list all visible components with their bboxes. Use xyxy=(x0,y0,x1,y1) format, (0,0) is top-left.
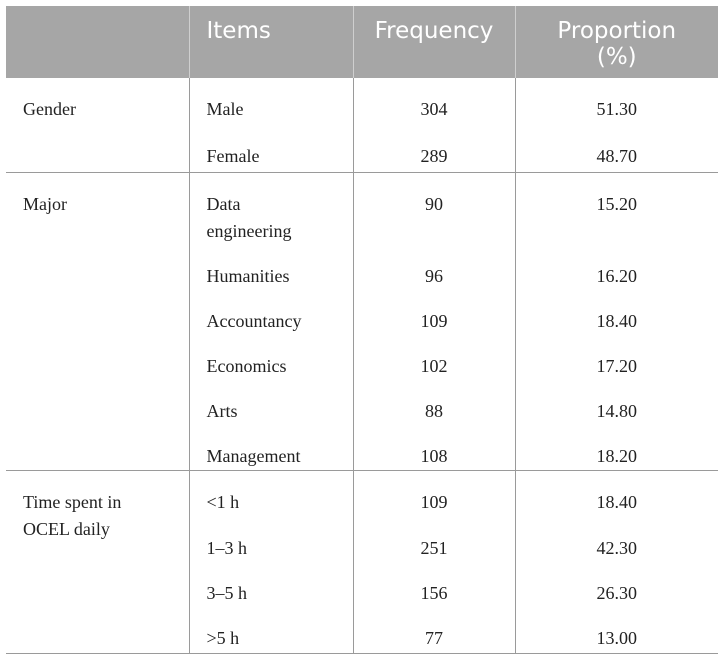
table-header xyxy=(6,6,718,78)
row-frequency: 90 xyxy=(353,172,515,245)
row-item: Management xyxy=(189,425,353,471)
row-proportion: 17.20 xyxy=(515,335,718,380)
group-label-time-spent: Time spent in OCEL daily xyxy=(6,471,189,654)
row-frequency: 289 xyxy=(353,125,515,172)
data-table-container xyxy=(6,6,718,654)
header-proportion: Proportion (%) xyxy=(515,6,718,78)
group-label-gender: Gender xyxy=(6,78,189,172)
row-item: Male xyxy=(189,78,353,125)
row-item: 1–3 h xyxy=(189,517,353,562)
row-proportion: 18.40 xyxy=(515,290,718,335)
row-frequency: 109 xyxy=(353,471,515,517)
row-item: Data engineering xyxy=(189,172,353,245)
demographics-table xyxy=(6,6,718,654)
table-row xyxy=(6,471,718,517)
row-proportion: 13.00 xyxy=(515,607,718,654)
row-frequency: 251 xyxy=(353,517,515,562)
group-label-major: Major xyxy=(6,172,189,471)
row-proportion: 48.70 xyxy=(515,125,718,172)
row-item: 3–5 h xyxy=(189,562,353,607)
header-frequency: Frequency xyxy=(353,6,515,78)
row-proportion: 18.40 xyxy=(515,471,718,517)
header-category xyxy=(6,6,189,78)
row-item: <1 h xyxy=(189,471,353,517)
row-proportion: 14.80 xyxy=(515,380,718,425)
row-item: Economics xyxy=(189,335,353,380)
header-items: Items xyxy=(189,6,353,78)
row-item: >5 h xyxy=(189,607,353,654)
row-proportion: 18.20 xyxy=(515,425,718,471)
row-item: Arts xyxy=(189,380,353,425)
row-frequency: 108 xyxy=(353,425,515,471)
row-item: Humanities xyxy=(189,245,353,290)
table-row xyxy=(6,78,718,125)
row-item: Female xyxy=(189,125,353,172)
row-frequency: 96 xyxy=(353,245,515,290)
row-frequency: 77 xyxy=(353,607,515,654)
row-frequency: 156 xyxy=(353,562,515,607)
row-proportion: 15.20 xyxy=(515,172,718,245)
row-frequency: 109 xyxy=(353,290,515,335)
row-proportion: 16.20 xyxy=(515,245,718,290)
table-row xyxy=(6,172,718,245)
row-frequency: 102 xyxy=(353,335,515,380)
row-frequency: 304 xyxy=(353,78,515,125)
table-body xyxy=(6,78,718,654)
row-proportion: 26.30 xyxy=(515,562,718,607)
row-item: Accountancy xyxy=(189,290,353,335)
row-proportion: 42.30 xyxy=(515,517,718,562)
row-frequency: 88 xyxy=(353,380,515,425)
row-proportion: 51.30 xyxy=(515,78,718,125)
